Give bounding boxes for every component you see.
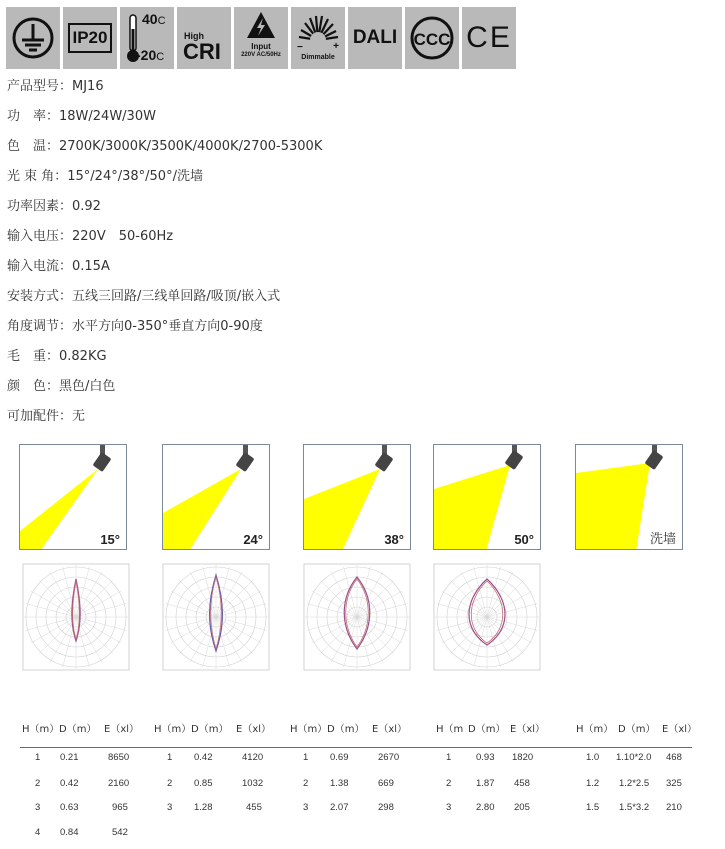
temp-unit-low: C xyxy=(156,51,165,63)
dim-minus: − xyxy=(297,42,303,53)
table-cell: 0.21 xyxy=(60,752,79,763)
dimmable-label: Dimmable xyxy=(301,54,335,61)
ccc-icon xyxy=(405,7,459,69)
table-cell: 3 xyxy=(303,802,309,813)
table-cell: 542 xyxy=(112,827,128,838)
table-cell: 2 xyxy=(167,778,173,789)
table-cell: 8650 xyxy=(108,752,130,763)
table-cell: 669 xyxy=(378,778,394,789)
table-cell: 1.2*2.5 xyxy=(619,778,650,789)
beam-angle-label: 洗墙 xyxy=(649,531,676,546)
high-cri-icon xyxy=(177,7,231,69)
cri-small-label: High xyxy=(184,31,204,41)
table-cell: 4120 xyxy=(242,752,264,763)
table-cell: 3 xyxy=(35,802,41,813)
spec-accessories: 可加配件：无 xyxy=(7,409,86,424)
col-header-diameter: D（m） xyxy=(327,724,365,735)
input-value: 220V AC/50Hz xyxy=(241,52,281,58)
table-cell: 0.42 xyxy=(60,778,79,789)
beam-panel-50 xyxy=(433,444,541,550)
beam-cone xyxy=(304,469,380,550)
col-header-height: H（m） xyxy=(22,724,60,735)
spec-color-temperature: 色 温：2700K/3000K/3500K/4000K/2700-5300K xyxy=(7,139,323,154)
table-cell: 1 xyxy=(303,752,309,763)
spec-power-factor: 功率因素：0.92 xyxy=(7,199,101,214)
temp-low-value: -20 xyxy=(136,47,157,63)
col-header-diameter: D（m） xyxy=(468,724,506,735)
table-cell: 0.69 xyxy=(330,752,349,763)
spec-gross-weight: 毛 重：0.82KG xyxy=(7,349,107,364)
spotlight-icon xyxy=(235,445,254,472)
col-header-illuminance: E（xl） xyxy=(236,724,272,735)
table-cell: 1.5*3.2 xyxy=(619,802,650,813)
ground-icon xyxy=(6,7,60,69)
temp-unit: C xyxy=(157,15,166,27)
ce-label: CE xyxy=(466,21,512,54)
dimmable-icon xyxy=(291,7,345,69)
table-cell: 4 xyxy=(35,827,41,838)
intensity-curve xyxy=(210,575,223,651)
table-cell: 0.84 xyxy=(60,827,79,838)
dim-plus: + xyxy=(333,41,339,52)
table-cell: 2.07 xyxy=(330,802,349,813)
col-header-diameter: D（m） xyxy=(618,724,656,735)
certification-icon-strip xyxy=(6,7,519,69)
beam-cone xyxy=(163,469,241,550)
beam-cone xyxy=(434,465,510,550)
table-cell: 2 xyxy=(303,778,309,789)
table-cell: 3 xyxy=(167,802,173,813)
table-cell: 325 xyxy=(666,778,682,789)
input-label: Input xyxy=(251,42,271,51)
table-cell: 1.38 xyxy=(330,778,349,789)
input-voltage-icon xyxy=(234,7,288,69)
col-header-diameter: D（m） xyxy=(191,724,229,735)
table-cell: 1.0 xyxy=(586,752,600,763)
polar-curve-38 xyxy=(303,563,411,671)
beam-angle-label: 50° xyxy=(514,532,534,547)
spec-model: 产品型号：MJ16 xyxy=(7,79,104,94)
spec-list xyxy=(7,78,322,438)
beam-cone xyxy=(20,469,98,550)
table-cell: 468 xyxy=(666,752,682,763)
table-cell: 2670 xyxy=(378,752,400,763)
table-cell: 210 xyxy=(666,802,682,813)
table-cell: 1 xyxy=(446,752,452,763)
beam-panel-15 xyxy=(19,444,127,550)
table-cell: 1 xyxy=(35,752,41,763)
table-cell: 0.42 xyxy=(194,752,213,763)
spotlight-icon xyxy=(374,445,393,472)
col-header-height: H（m） xyxy=(576,724,614,735)
beam-panel-wallwash xyxy=(575,444,683,550)
dali-label: DALI xyxy=(352,27,398,48)
table-cell: 458 xyxy=(514,778,530,789)
ip20-icon xyxy=(63,7,117,69)
polar-curve-50 xyxy=(433,563,541,671)
polar-curve-24 xyxy=(162,563,270,671)
spec-installation: 安装方式：五线三回路/三线单回路/吸顶/嵌入式 xyxy=(7,289,281,304)
table-cell: 1.5 xyxy=(586,802,600,813)
polar-curve-15 xyxy=(22,563,130,671)
spec-body-color: 颜 色：黑色/白色 xyxy=(7,379,116,394)
temperature-icon xyxy=(120,7,174,69)
intensity-curve xyxy=(344,577,370,649)
beam-panel-38 xyxy=(303,444,411,550)
spec-input-voltage: 输入电压：220V 50-60Hz xyxy=(7,229,174,244)
beam-angle-label: 38° xyxy=(384,532,404,547)
spotlight-icon xyxy=(92,445,111,472)
table-cell: 1.87 xyxy=(476,778,495,789)
ce-icon xyxy=(462,7,516,69)
table-cell: 2 xyxy=(35,778,41,789)
col-header-height: H（m） xyxy=(154,724,192,735)
beam-panel-24 xyxy=(162,444,270,550)
col-header-illuminance: E（xl） xyxy=(662,724,698,735)
beam-angle-label: 15° xyxy=(100,532,120,547)
table-cell: 0.93 xyxy=(476,752,495,763)
ccc-label: CCC xyxy=(413,30,451,49)
table-cell: 1.2 xyxy=(586,778,600,789)
table-cell: 1.10*2.0 xyxy=(616,752,652,763)
beam-cone xyxy=(576,463,650,550)
table-cell: 2 xyxy=(446,778,452,789)
col-header-height: H（m） xyxy=(290,724,328,735)
spec-power: 功 率：18W/24W/30W xyxy=(7,109,156,124)
table-cell: 205 xyxy=(514,802,530,813)
table-cell: 455 xyxy=(246,802,262,813)
spec-angle-adjust: 角度调节：水平方向0-350°垂直方向0-90度 xyxy=(7,319,263,334)
table-cell: 0.63 xyxy=(60,802,79,813)
col-header-diameter: D（m） xyxy=(59,724,97,735)
table-cell: 1.28 xyxy=(194,802,213,813)
spec-input-current: 输入电流：0.15A xyxy=(7,259,110,274)
spec-beam-angle: 光 束 角：15°/24°/38°/50°/洗墙 xyxy=(7,169,203,184)
table-cell: 965 xyxy=(112,802,128,813)
table-cell: 1820 xyxy=(512,752,534,763)
dali-icon xyxy=(348,7,402,69)
table-cell: 1 xyxy=(167,752,173,763)
temp-high-value: 40 xyxy=(142,11,158,27)
table-header-divider xyxy=(20,747,692,748)
intensity-curve xyxy=(469,579,505,645)
col-header-illuminance: E（xl） xyxy=(104,724,140,735)
table-cell: 0.85 xyxy=(194,778,213,789)
col-header-illuminance: E（xl） xyxy=(510,724,546,735)
cri-big-label: CRI xyxy=(183,39,221,64)
intensity-curve-secondary xyxy=(471,581,503,643)
beam-angle-label: 24° xyxy=(243,532,263,547)
table-cell: 2.80 xyxy=(476,802,495,813)
table-cell: 2160 xyxy=(108,778,130,789)
table-cell: 298 xyxy=(378,802,394,813)
col-header-illuminance: E（xl） xyxy=(372,724,408,735)
table-cell: 3 xyxy=(446,802,452,813)
table-cell: 1032 xyxy=(242,778,264,789)
col-header-height: H（m xyxy=(436,724,464,735)
ip-rating-label: IP20 xyxy=(68,23,113,53)
